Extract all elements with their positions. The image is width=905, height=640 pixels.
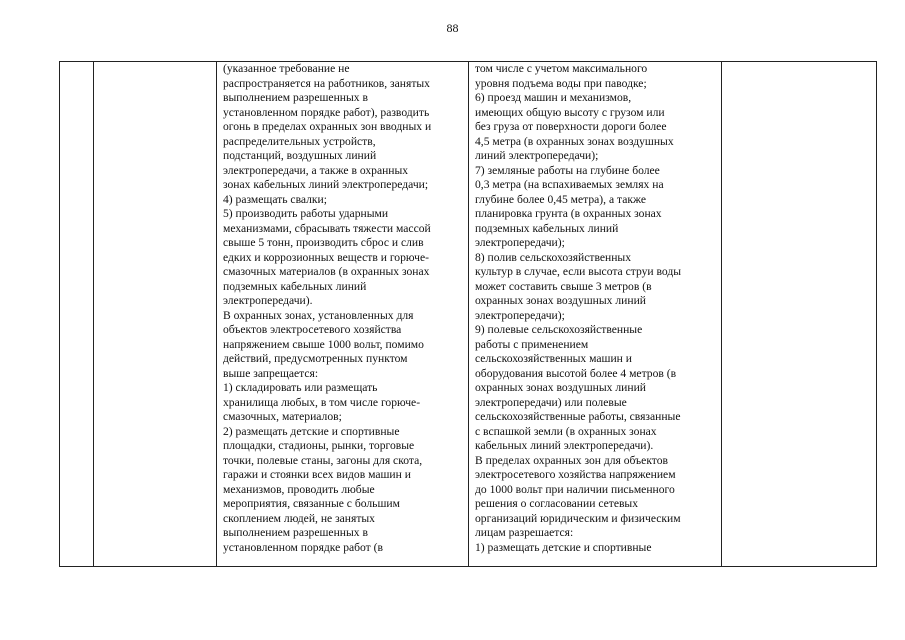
text-line: установленном порядке работ), разводить (223, 105, 430, 119)
text-line: оборудования высотой более 4 метров (в (475, 366, 677, 380)
text-line: лицам разрешается: (475, 526, 574, 539)
text-line: распространяется на работников, занятых (223, 76, 430, 90)
text-line: 4,5 метра (в охранных зонах воздушных (475, 134, 674, 148)
text-line: 1) размещать детские и спортивные (475, 540, 652, 554)
page-number: 88 (446, 21, 459, 35)
table-cell-empty-3 (722, 62, 877, 567)
text-line: 0,3 метра (на вспахиваемых землях на (475, 178, 664, 191)
text-line: может составить свыше 3 метров (в (475, 279, 652, 293)
text-line: гаражи и стоянки всех видов машин и (223, 468, 411, 481)
text-line: В охранных зонах, установленных для (223, 308, 414, 322)
text-line: 4) размещать свалки; (223, 192, 327, 206)
text-line: электропередачи, а также в охранных (223, 163, 409, 177)
text-line: до 1000 вольт при наличии письменного (475, 482, 675, 496)
table-row (60, 62, 877, 567)
text-line: объектов электросетевого хозяйства (223, 323, 402, 336)
text-line: (указанное требование не (223, 62, 350, 75)
text-line: том числе с учетом максимального (475, 62, 648, 75)
text-line: электропередачи) или полевые (475, 395, 627, 409)
text-line: уровня подъема воды при паводке; (475, 76, 647, 90)
text-line: кабельных линий электропередачи). (475, 439, 654, 452)
text-line: едких и коррозионных веществ и горюче- (223, 250, 429, 264)
text-line: распределительных устройств, (223, 134, 376, 148)
text-line: свыше 5 тонн, производить сброс и слив (223, 236, 424, 249)
text-line: огонь в пределах охранных зон вводных и (223, 120, 432, 133)
text-line: электропередачи); (475, 236, 565, 249)
text-line: 5) производить работы ударными (223, 207, 389, 220)
text-line: электропередачи); (475, 308, 565, 322)
text-line: электропередачи). (223, 294, 313, 307)
text-line: хранилища любых, в том числе горюче- (223, 395, 421, 409)
text-line: 7) земляные работы на глубине более (475, 163, 660, 177)
text-column-right (469, 62, 722, 567)
text-line: смазочных материалов (в охранных зонах (223, 265, 430, 278)
text-line: 6) проезд машин и механизмов, (475, 91, 632, 104)
text-line: установленном порядке работ (в (223, 540, 383, 554)
text-line: без груза от поверхности дороги более (475, 120, 667, 133)
text-line: с вспашкой земли (в охранных зонах (475, 424, 657, 438)
text-line: 1) складировать или размещать (223, 381, 378, 394)
text-line: напряжением свыше 1000 вольт, помимо (223, 337, 424, 351)
text-line: планировка грунта (в охранных зонах (475, 207, 662, 220)
text-line: 8) полив сельскохозяйственных (475, 250, 631, 264)
text-line: электросетевого хозяйства напряжением (475, 468, 676, 481)
text-line: имеющих общую высоту с грузом или (475, 105, 665, 119)
text-line: культур в случае, если высота струи воды (475, 265, 682, 278)
text-line: подземных кабельных линий (223, 279, 367, 293)
regulation-table (59, 61, 877, 567)
text-line: мероприятия, связанные с большим (223, 497, 400, 510)
text-line: глубине более 0,45 метра), а также (475, 192, 646, 206)
text-line: скоплением людей, не занятых (223, 511, 375, 525)
text-line: действий, предусмотренных пунктом (223, 352, 408, 365)
text-line: выше запрещается: (223, 366, 319, 380)
text-line: подстанций, воздушных линий (223, 149, 377, 162)
table-cell-empty-2 (94, 62, 217, 567)
text-line: выполнением разрешенных в (223, 526, 368, 539)
text-column-left (217, 62, 469, 567)
text-line: сельскохозяйственных машин и (475, 352, 632, 365)
text-line: выполнением разрешенных в (223, 91, 368, 104)
text-line: линий электропередачи); (475, 149, 599, 162)
text-line: сельскохозяйственные работы, связанные (475, 410, 681, 423)
text-line: зонах кабельных линий электропередачи; (223, 178, 429, 191)
text-line: организаций юридическим и физическим (475, 511, 681, 525)
text-line: подземных кабельных линий (475, 221, 619, 235)
text-line: В пределах охранных зон для объектов (475, 453, 668, 467)
text-line: охранных зонах воздушных линий (475, 381, 646, 394)
text-line: решения о согласовании сетевых (475, 497, 639, 510)
text-line: 9) полевые сельскохозяйственные (475, 323, 643, 336)
text-line: смазочных, материалов; (223, 410, 342, 423)
text-line: механизмами, сбрасывать тяжести массой (223, 221, 431, 235)
table-cell-empty-1 (60, 62, 94, 567)
text-line: работы с применением (475, 337, 589, 351)
text-line: 2) размещать детские и спортивные (223, 424, 400, 438)
text-line: механизмов, проводить любые (223, 482, 375, 496)
text-line: площадки, стадионы, рынки, торговые (223, 439, 415, 452)
text-line: охранных зонах воздушных линий (475, 294, 646, 307)
text-line: точки, полевые станы, загоны для скота, (223, 453, 423, 467)
